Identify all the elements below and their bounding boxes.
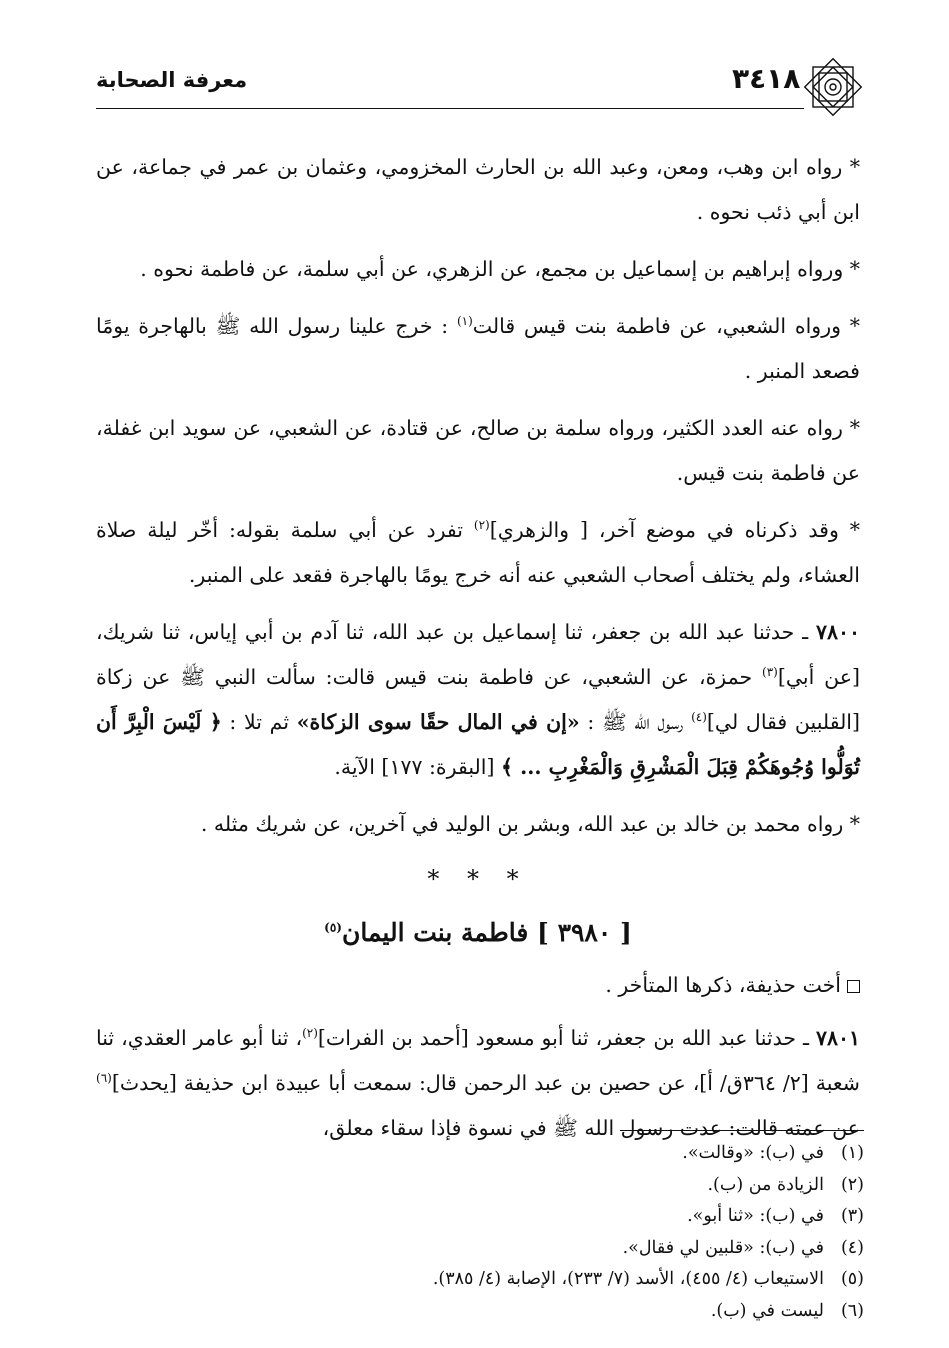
entry-number: ٣٩٨٠ bbox=[557, 918, 612, 947]
bracket: ] bbox=[528, 918, 558, 947]
paragraph-text: : خرج علينا رسول الله ﷺ بالهاجرة يومًا فصعد المنبر . bbox=[96, 314, 860, 383]
footnote bbox=[96, 1138, 864, 1170]
footnote-text: الاستيعاب (٤/ ٤٥٥)، الأسد (٧/ ٢٣٣)، الإصابة (٤/ ٣٨٥). bbox=[432, 1269, 824, 1289]
footnote-number: (٥) bbox=[840, 1269, 864, 1289]
main-text bbox=[96, 145, 860, 1163]
hadith-text: ـ حدثنا عبد الله بن جعفر، ثنا إسماعيل بن عبد الله، ثنا آدم بن أبي إياس، ثنا شريك، [عن أبي] bbox=[96, 620, 860, 689]
footnote-text: في (ب): «ثنا أبو». bbox=[687, 1206, 824, 1226]
paragraph-text: * ورواه الشعبي، عن فاطمة بنت قيس قالت bbox=[472, 314, 860, 338]
verse-reference: [البقرة: ١٧٧] الآية. bbox=[334, 755, 501, 779]
paragraph-narration-3 bbox=[96, 304, 860, 394]
hadith-text: رسول الله ﷺ : bbox=[579, 710, 692, 734]
footnote bbox=[96, 1201, 864, 1233]
footnote-text: الزيادة من (ب). bbox=[707, 1174, 824, 1195]
quran-verse: ﴿ لَيْسَ الْبِرَّ أَن تُوَلُّوا وُجُوهَكُمْ قِبَلَ الْمَشْرِقِ وَالْمَغْرِبِ ... ﴾ bbox=[96, 710, 860, 779]
hadith-number: ٧٨٠١ bbox=[815, 1026, 860, 1050]
paragraph-after-7800: * رواه محمد بن خالد بن عبد الله، وبشر بن الوليد في آخرين، عن شريك مثله . bbox=[200, 812, 860, 836]
paragraph-text: * وقد ذكرناه في موضع آخر، [ والزهري] bbox=[489, 518, 860, 542]
hadith-text: حمزة، عن الشعبي، عن فاطمة بنت قيس قالت: سألت النبي ﷺ عن زكاة [القلبين فقال لي] bbox=[96, 665, 861, 734]
footnote-number: (٦) bbox=[840, 1300, 864, 1321]
hadith-text: عن عمته قالت: عدت رسول الله ﷺ في نسوة فإذا سقاء معلق، bbox=[322, 1116, 860, 1140]
section-separator: * * * bbox=[427, 865, 529, 893]
footnote-ref: (٥) bbox=[324, 920, 342, 935]
hadith-text: ثم تلا : bbox=[221, 710, 297, 734]
footnote-text: ليست في (ب). bbox=[710, 1300, 824, 1321]
footnote bbox=[96, 1296, 864, 1328]
footnote-number: (١) bbox=[840, 1143, 864, 1163]
footnote-text: في (ب): «قلبين لي فقال». bbox=[622, 1237, 824, 1258]
footnote-ref: (٦) bbox=[96, 1071, 112, 1086]
footnote-number: (٣) bbox=[840, 1206, 864, 1226]
paragraph-narration-4: * رواه عنه العدد الكثير، ورواه سلمة بن صالح، عن قتادة، عن الشعبي، عن سويد ابن غفلة، عن فاطمة بنت قيس. bbox=[96, 416, 860, 485]
octagram-ornament-icon bbox=[800, 54, 866, 120]
footnote-text: في (ب): «وقالت». bbox=[682, 1143, 824, 1163]
prophetic-quote: «إن في المال حقًا سوى الزكاة» bbox=[296, 710, 580, 734]
hadith-text: ـ حدثنا عبد الله بن جعفر، ثنا أبو مسعود [أحمد بن الفرات] bbox=[317, 1026, 816, 1050]
footnotes bbox=[96, 1138, 864, 1327]
hadith-number: ٧٨٠٠ bbox=[815, 620, 860, 644]
footnote-ref: (٣) bbox=[762, 665, 778, 680]
paragraph-text: تفرد عن أبي سلمة بقوله: أخّر ليلة صلاة العشاء، ولم يختلف أصحاب الشعبي عنه أنه خرج يومًا بالهاجرة فقعد على المنبر. bbox=[96, 518, 860, 587]
hadith-text: ، ثنا أبو عامر العقدي، ثنا شعبة [٢/ ٣٦٤ق/ أ]، عن حصين بن عبد الرحمن قال: سمعت أبا عبيدة ابن حذيفة [يحدث] bbox=[96, 1026, 860, 1095]
footnote-number: (٤) bbox=[840, 1237, 864, 1258]
footnote-ref: (٢) bbox=[302, 1026, 318, 1041]
paragraph-narration-2: * ورواه إبراهيم بن إسماعيل بن مجمع، عن الزهري، عن أبي سلمة، عن فاطمة نحوه . bbox=[140, 257, 860, 281]
footnote-rule bbox=[620, 1130, 864, 1131]
section-intro bbox=[96, 963, 860, 1008]
section-title bbox=[96, 909, 860, 957]
page-number: ٣٤١٨ bbox=[732, 62, 801, 95]
square-bullet-icon bbox=[847, 980, 860, 993]
paragraph-narration-5 bbox=[96, 508, 860, 598]
footnote-ref: (٤) bbox=[691, 710, 707, 725]
hadith-7800 bbox=[96, 610, 860, 790]
entry-name: فاطمة بنت اليمان bbox=[341, 918, 529, 947]
footnote bbox=[96, 1264, 864, 1296]
intro-text: أخت حذيفة، ذكرها المتأخر . bbox=[605, 973, 841, 997]
footnote-ref: (٢) bbox=[473, 518, 490, 533]
footnote bbox=[96, 1233, 864, 1265]
footnote-number: (٢) bbox=[840, 1174, 864, 1195]
bracket: [ bbox=[611, 918, 632, 947]
paragraph-narration-1: * رواه ابن وهب، ومعن، وعبد الله بن الحارث المخزومي، وعثمان بن عمر في جماعة، عن ابن أبي ذئب نحوه . bbox=[96, 155, 860, 224]
footnote-ref: (١) bbox=[456, 314, 473, 329]
page-header bbox=[96, 62, 876, 118]
header-rule bbox=[96, 108, 804, 109]
book-title: معرفة الصحابة bbox=[96, 68, 248, 92]
footnote bbox=[96, 1170, 864, 1202]
